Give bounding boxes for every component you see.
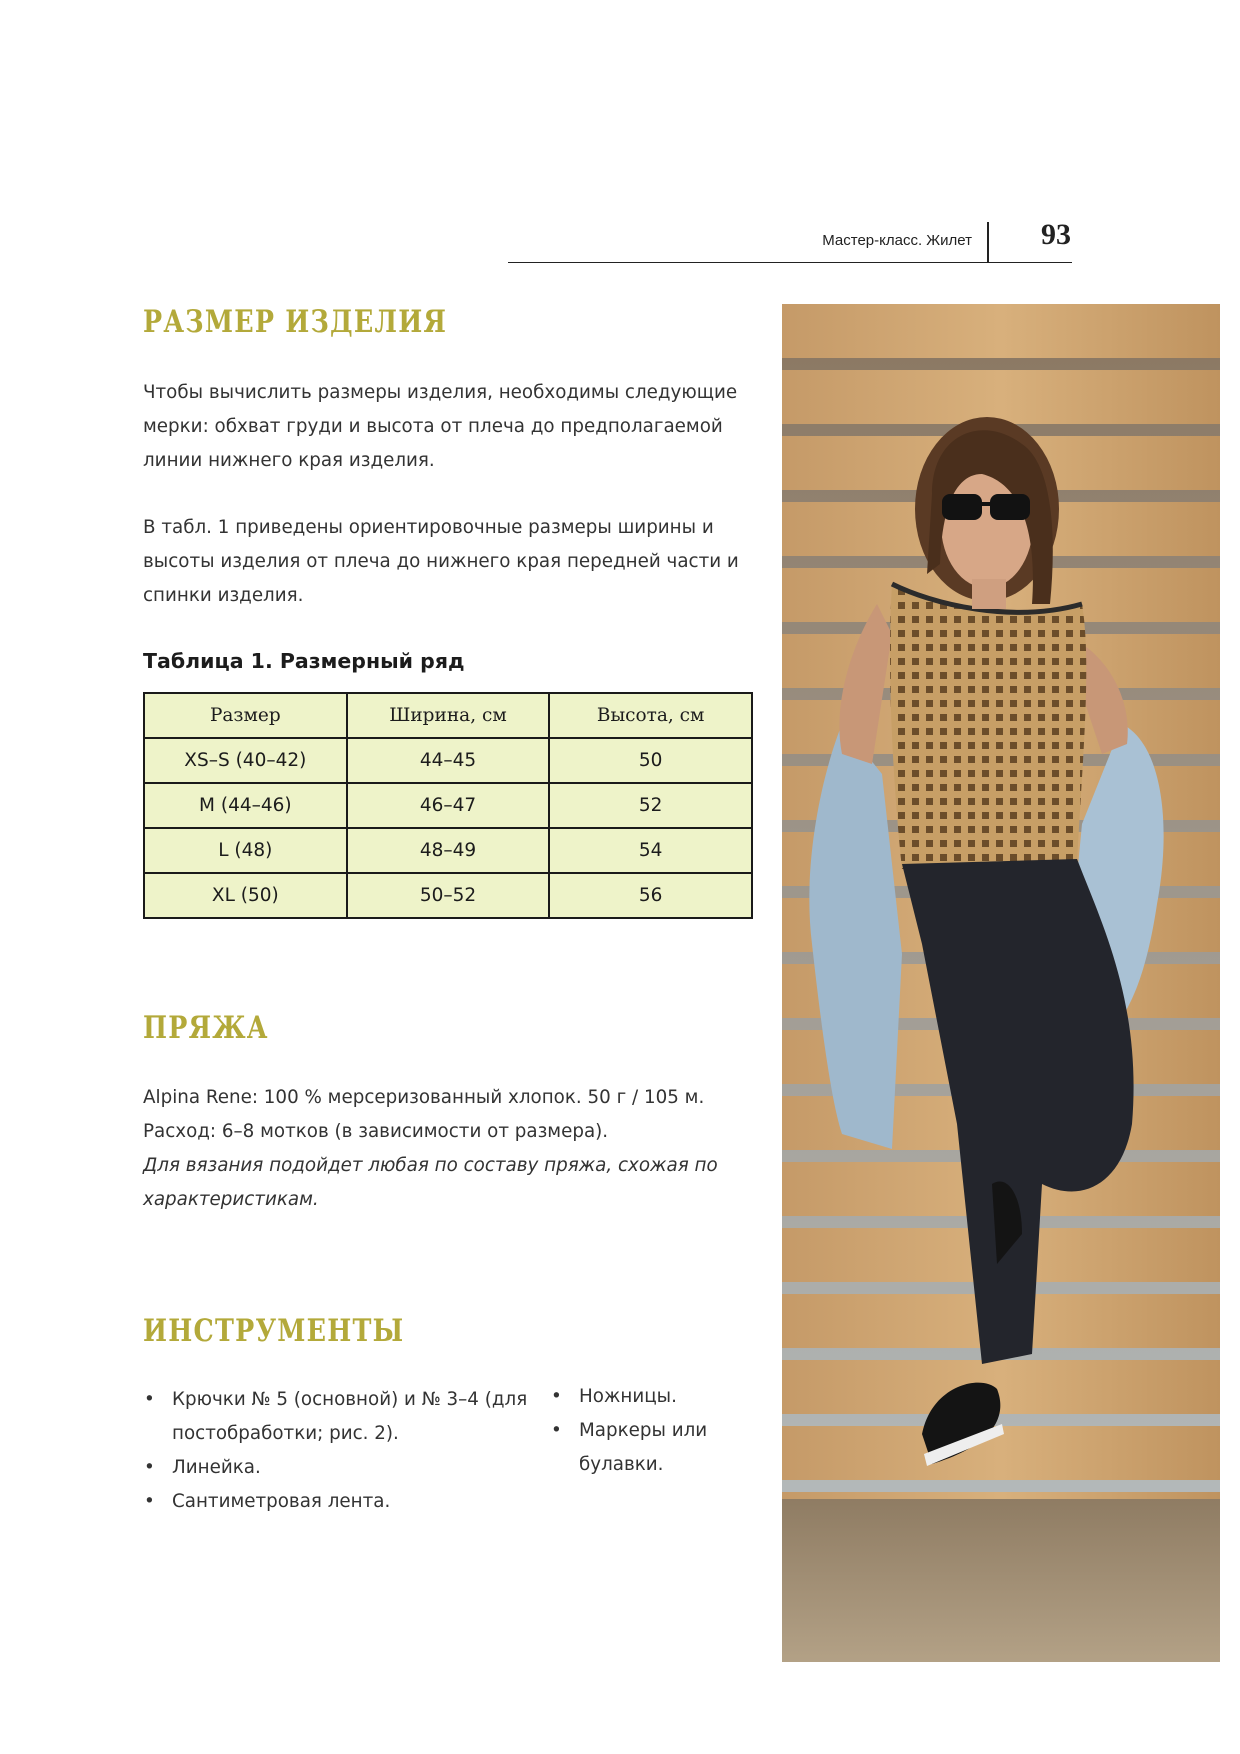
table-cell: L (48) xyxy=(144,828,347,873)
header-size: Размер xyxy=(144,693,347,738)
list-item: • Крючки № 5 (основной) и № 3–4 (для постобработки; рис. 2). xyxy=(143,1383,538,1451)
table-cell: M (44–46) xyxy=(144,783,347,828)
table-cell: 50 xyxy=(549,738,752,783)
list-item: • Линейка. xyxy=(143,1451,538,1485)
running-title: Мастер-класс. Жилет xyxy=(822,232,972,249)
table-cell: 48–49 xyxy=(347,828,550,873)
list-item: • Ножницы. xyxy=(550,1380,750,1414)
table-header-row xyxy=(144,693,752,738)
table-cell: 52 xyxy=(549,783,752,828)
yarn-text xyxy=(143,1081,763,1217)
tools-heading: ИНСТРУМЕНТЫ xyxy=(143,1313,405,1349)
fence-plank xyxy=(782,1360,1220,1414)
yarn-line-2: Расход: 6–8 мотков (в зависимости от размера). xyxy=(143,1121,609,1142)
table-row xyxy=(144,873,752,918)
table-row xyxy=(144,828,752,873)
size-table xyxy=(143,692,753,919)
table-cell: 54 xyxy=(549,828,752,873)
size-paragraph-2: В табл. 1 приведены ориентировочные размеры ширины и высоты изделия от плеча до нижнего края передней части и спинки изделия. xyxy=(143,517,739,606)
header-height: Высота, см xyxy=(549,693,752,738)
table-row xyxy=(144,738,752,783)
model-photo-illustration xyxy=(782,304,1220,1662)
table-cell: 56 xyxy=(549,873,752,918)
fence-plank xyxy=(782,370,1220,424)
list-item: • Сантиметровая лента. xyxy=(143,1485,538,1519)
header-width: Ширина, см xyxy=(347,693,550,738)
fence-plank xyxy=(782,304,1220,358)
table-cell: 44–45 xyxy=(347,738,550,783)
tools-list-2 xyxy=(550,1380,750,1482)
yarn-note: Для вязания подойдет любая по составу пряжа, схожая по характеристикам. xyxy=(143,1155,718,1210)
yarn-line-1: Alpina Rene: 100 % мерсеризованный хлопок. 50 г / 105 м. xyxy=(143,1087,705,1108)
table-cell: XS–S (40–42) xyxy=(144,738,347,783)
table-cell: 50–52 xyxy=(347,873,550,918)
size-heading: РАЗМЕР ИЗДЕЛИЯ xyxy=(143,304,448,340)
table-row xyxy=(144,783,752,828)
model-photo xyxy=(782,304,1220,1662)
tools-list-1 xyxy=(143,1383,538,1519)
table-caption: Таблица 1. Размерный ряд xyxy=(143,649,465,673)
header-divider xyxy=(987,222,989,262)
running-header xyxy=(508,218,1072,263)
table-cell: XL (50) xyxy=(144,873,347,918)
size-paragraph-1: Чтобы вычислить размеры изделия, необходимы следующие мерки: обхват груди и высота от плеча до предполагаемой линии нижнего края изделия. xyxy=(143,382,738,471)
yarn-heading: ПРЯЖА xyxy=(143,1010,269,1046)
page-number: 93 xyxy=(1041,218,1071,251)
list-item: • Маркеры или булавки. xyxy=(550,1414,750,1482)
table-cell: 46–47 xyxy=(347,783,550,828)
